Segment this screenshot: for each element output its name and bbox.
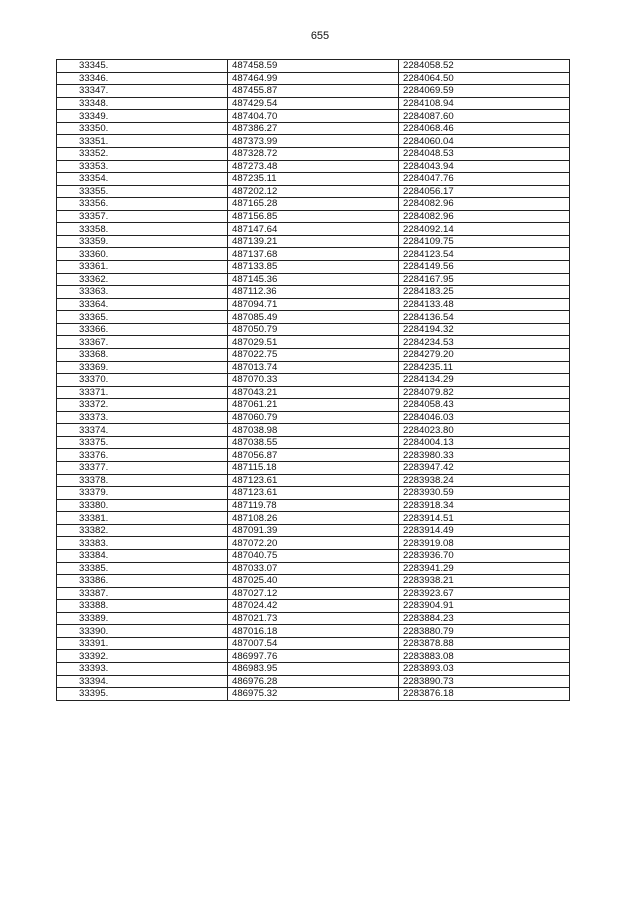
- table-row: [57, 549, 570, 562]
- y-coordinate-cell: 2283914.49: [399, 524, 570, 537]
- y-coordinate-cell: 2283918.34: [399, 499, 570, 512]
- x-coordinate-cell: 487091.39: [228, 524, 399, 537]
- point-number-cell: 33357.: [57, 210, 228, 223]
- x-coordinate-cell: 487119.78: [228, 499, 399, 512]
- point-number-cell: 33349.: [57, 110, 228, 123]
- table-row: [57, 688, 570, 701]
- x-coordinate-cell: 487050.79: [228, 323, 399, 336]
- table-row: [57, 261, 570, 274]
- x-coordinate-cell: 487202.12: [228, 185, 399, 198]
- x-coordinate-cell: 487024.42: [228, 600, 399, 613]
- point-number-cell: 33348.: [57, 97, 228, 110]
- x-coordinate-cell: 487145.36: [228, 273, 399, 286]
- point-number-cell: 33352.: [57, 147, 228, 160]
- y-coordinate-cell: 2284048.53: [399, 147, 570, 160]
- x-coordinate-cell: 487061.21: [228, 399, 399, 412]
- point-number-cell: 33356.: [57, 198, 228, 211]
- point-number-cell: 33375.: [57, 436, 228, 449]
- table-row: [57, 361, 570, 374]
- point-number-cell: 33353.: [57, 160, 228, 173]
- point-number-cell: 33346.: [57, 72, 228, 85]
- point-number-cell: 33383.: [57, 537, 228, 550]
- y-coordinate-cell: 2284279.20: [399, 348, 570, 361]
- x-coordinate-cell: 487386.27: [228, 122, 399, 135]
- y-coordinate-cell: 2284046.03: [399, 411, 570, 424]
- point-number-cell: 33384.: [57, 549, 228, 562]
- x-coordinate-cell: 487033.07: [228, 562, 399, 575]
- x-coordinate-cell: 486976.28: [228, 675, 399, 688]
- x-coordinate-cell: 487016.18: [228, 625, 399, 638]
- y-coordinate-cell: 2284194.32: [399, 323, 570, 336]
- x-coordinate-cell: 487137.68: [228, 248, 399, 261]
- x-coordinate-cell: 487038.55: [228, 436, 399, 449]
- x-coordinate-cell: 487060.79: [228, 411, 399, 424]
- y-coordinate-cell: 2284058.52: [399, 60, 570, 73]
- table-row: [57, 60, 570, 73]
- table-row: [57, 524, 570, 537]
- y-coordinate-cell: 2283947.42: [399, 462, 570, 475]
- x-coordinate-cell: 487022.75: [228, 348, 399, 361]
- x-coordinate-cell: 487094.71: [228, 298, 399, 311]
- x-coordinate-cell: 487085.49: [228, 311, 399, 324]
- x-coordinate-cell: 486975.32: [228, 688, 399, 701]
- point-number-cell: 33387.: [57, 587, 228, 600]
- point-number-cell: 33366.: [57, 323, 228, 336]
- y-coordinate-cell: 2284056.17: [399, 185, 570, 198]
- y-coordinate-cell: 2283930.59: [399, 487, 570, 500]
- y-coordinate-cell: 2284234.53: [399, 336, 570, 349]
- table-row: [57, 512, 570, 525]
- point-number-cell: 33380.: [57, 499, 228, 512]
- point-number-cell: 33394.: [57, 675, 228, 688]
- y-coordinate-cell: 2284058.43: [399, 399, 570, 412]
- point-number-cell: 33389.: [57, 612, 228, 625]
- point-number-cell: 33358.: [57, 223, 228, 236]
- x-coordinate-cell: 486983.95: [228, 663, 399, 676]
- x-coordinate-cell: 487043.21: [228, 386, 399, 399]
- y-coordinate-cell: 2284136.54: [399, 311, 570, 324]
- table-row: [57, 298, 570, 311]
- point-number-cell: 33370.: [57, 374, 228, 387]
- page-number: 655: [310, 30, 330, 42]
- x-coordinate-cell: 487072.20: [228, 537, 399, 550]
- y-coordinate-cell: 2284092.14: [399, 223, 570, 236]
- table-row: [57, 675, 570, 688]
- table-row: [57, 650, 570, 663]
- x-coordinate-cell: 487108.26: [228, 512, 399, 525]
- table-row: [57, 248, 570, 261]
- table-row: [57, 562, 570, 575]
- point-number-cell: 33371.: [57, 386, 228, 399]
- x-coordinate-cell: 487373.99: [228, 135, 399, 148]
- x-coordinate-cell: 487273.48: [228, 160, 399, 173]
- table-row: [57, 348, 570, 361]
- table-row: [57, 210, 570, 223]
- y-coordinate-cell: 2283938.21: [399, 575, 570, 588]
- x-coordinate-cell: 487029.51: [228, 336, 399, 349]
- point-number-cell: 33364.: [57, 298, 228, 311]
- y-coordinate-cell: 2283923.67: [399, 587, 570, 600]
- point-number-cell: 33393.: [57, 663, 228, 676]
- table-row: [57, 173, 570, 186]
- table-row: [57, 185, 570, 198]
- x-coordinate-cell: 487139.21: [228, 235, 399, 248]
- point-number-cell: 33359.: [57, 235, 228, 248]
- x-coordinate-cell: 487147.64: [228, 223, 399, 236]
- y-coordinate-cell: 2284149.56: [399, 261, 570, 274]
- table-row: [57, 223, 570, 236]
- x-coordinate-cell: 487156.85: [228, 210, 399, 223]
- point-number-cell: 33392.: [57, 650, 228, 663]
- x-coordinate-cell: 487123.61: [228, 474, 399, 487]
- y-coordinate-cell: 2284064.50: [399, 72, 570, 85]
- y-coordinate-cell: 2283884.23: [399, 612, 570, 625]
- y-coordinate-cell: 2284108.94: [399, 97, 570, 110]
- point-number-cell: 33355.: [57, 185, 228, 198]
- y-coordinate-cell: 2284133.48: [399, 298, 570, 311]
- point-number-cell: 33382.: [57, 524, 228, 537]
- table-row: [57, 374, 570, 387]
- point-number-cell: 33369.: [57, 361, 228, 374]
- y-coordinate-cell: 2284134.29: [399, 374, 570, 387]
- table-row: [57, 198, 570, 211]
- y-coordinate-cell: 2284109.75: [399, 235, 570, 248]
- table-row: [57, 110, 570, 123]
- x-coordinate-cell: 487328.72: [228, 147, 399, 160]
- point-number-cell: 33350.: [57, 122, 228, 135]
- y-coordinate-cell: 2284069.59: [399, 85, 570, 98]
- y-coordinate-cell: 2284060.04: [399, 135, 570, 148]
- x-coordinate-cell: 487027.12: [228, 587, 399, 600]
- point-number-cell: 33354.: [57, 173, 228, 186]
- point-number-cell: 33381.: [57, 512, 228, 525]
- table-row: [57, 487, 570, 500]
- y-coordinate-cell: 2284082.96: [399, 210, 570, 223]
- y-coordinate-cell: 2284123.54: [399, 248, 570, 261]
- x-coordinate-cell: 487040.75: [228, 549, 399, 562]
- coordinates-table: [56, 59, 570, 701]
- x-coordinate-cell: 487133.85: [228, 261, 399, 274]
- table-row: [57, 663, 570, 676]
- point-number-cell: 33360.: [57, 248, 228, 261]
- point-number-cell: 33347.: [57, 85, 228, 98]
- y-coordinate-cell: 2283941.29: [399, 562, 570, 575]
- point-number-cell: 33362.: [57, 273, 228, 286]
- y-coordinate-cell: 2283904.91: [399, 600, 570, 613]
- x-coordinate-cell: 487464.99: [228, 72, 399, 85]
- table-row: [57, 323, 570, 336]
- x-coordinate-cell: 487235.11: [228, 173, 399, 186]
- x-coordinate-cell: 487056.87: [228, 449, 399, 462]
- y-coordinate-cell: 2284087.60: [399, 110, 570, 123]
- y-coordinate-cell: 2284004.13: [399, 436, 570, 449]
- point-number-cell: 33373.: [57, 411, 228, 424]
- x-coordinate-cell: 487038.98: [228, 424, 399, 437]
- table-row: [57, 474, 570, 487]
- y-coordinate-cell: 2284043.94: [399, 160, 570, 173]
- table-row: [57, 424, 570, 437]
- table-row: [57, 273, 570, 286]
- y-coordinate-cell: 2284047.76: [399, 173, 570, 186]
- y-coordinate-cell: 2283936.70: [399, 549, 570, 562]
- y-coordinate-cell: 2284183.25: [399, 286, 570, 299]
- point-number-cell: 33390.: [57, 625, 228, 638]
- x-coordinate-cell: 487458.59: [228, 60, 399, 73]
- y-coordinate-cell: 2283883.08: [399, 650, 570, 663]
- table-row: [57, 600, 570, 613]
- x-coordinate-cell: 487404.70: [228, 110, 399, 123]
- point-number-cell: 33363.: [57, 286, 228, 299]
- table-row: [57, 72, 570, 85]
- table-row: [57, 537, 570, 550]
- point-number-cell: 33365.: [57, 311, 228, 324]
- point-number-cell: 33351.: [57, 135, 228, 148]
- table-row: [57, 135, 570, 148]
- y-coordinate-cell: 2283893.03: [399, 663, 570, 676]
- x-coordinate-cell: 487115.18: [228, 462, 399, 475]
- y-coordinate-cell: 2283876.18: [399, 688, 570, 701]
- table-row: [57, 625, 570, 638]
- table-row: [57, 336, 570, 349]
- point-number-cell: 33395.: [57, 688, 228, 701]
- point-number-cell: 33368.: [57, 348, 228, 361]
- y-coordinate-cell: 2284167.95: [399, 273, 570, 286]
- x-coordinate-cell: 487112.36: [228, 286, 399, 299]
- x-coordinate-cell: 486997.76: [228, 650, 399, 663]
- point-number-cell: 33374.: [57, 424, 228, 437]
- table-row: [57, 147, 570, 160]
- table-row: [57, 160, 570, 173]
- table-row: [57, 499, 570, 512]
- table-row: [57, 587, 570, 600]
- point-number-cell: 33388.: [57, 600, 228, 613]
- point-number-cell: 33377.: [57, 462, 228, 475]
- table-row: [57, 399, 570, 412]
- x-coordinate-cell: 487455.87: [228, 85, 399, 98]
- x-coordinate-cell: 487123.61: [228, 487, 399, 500]
- x-coordinate-cell: 487007.54: [228, 637, 399, 650]
- coordinates-table-body: [57, 60, 570, 701]
- point-number-cell: 33386.: [57, 575, 228, 588]
- table-row: [57, 449, 570, 462]
- point-number-cell: 33367.: [57, 336, 228, 349]
- y-coordinate-cell: 2283880.79: [399, 625, 570, 638]
- y-coordinate-cell: 2283878.88: [399, 637, 570, 650]
- table-row: [57, 411, 570, 424]
- table-row: [57, 85, 570, 98]
- y-coordinate-cell: 2284235.11: [399, 361, 570, 374]
- table-row: [57, 436, 570, 449]
- y-coordinate-cell: 2283914.51: [399, 512, 570, 525]
- x-coordinate-cell: 487021.73: [228, 612, 399, 625]
- y-coordinate-cell: 2283890.73: [399, 675, 570, 688]
- point-number-cell: 33345.: [57, 60, 228, 73]
- table-row: [57, 462, 570, 475]
- table-row: [57, 311, 570, 324]
- x-coordinate-cell: 487013.74: [228, 361, 399, 374]
- y-coordinate-cell: 2284082.96: [399, 198, 570, 211]
- y-coordinate-cell: 2284068.46: [399, 122, 570, 135]
- x-coordinate-cell: 487429.54: [228, 97, 399, 110]
- x-coordinate-cell: 487070.33: [228, 374, 399, 387]
- table-row: [57, 122, 570, 135]
- point-number-cell: 33361.: [57, 261, 228, 274]
- point-number-cell: 33385.: [57, 562, 228, 575]
- table-row: [57, 575, 570, 588]
- table-row: [57, 286, 570, 299]
- table-row: [57, 637, 570, 650]
- table-row: [57, 235, 570, 248]
- y-coordinate-cell: 2283980.33: [399, 449, 570, 462]
- table-row: [57, 97, 570, 110]
- y-coordinate-cell: 2283938.24: [399, 474, 570, 487]
- point-number-cell: 33372.: [57, 399, 228, 412]
- table-row: [57, 612, 570, 625]
- point-number-cell: 33391.: [57, 637, 228, 650]
- point-number-cell: 33378.: [57, 474, 228, 487]
- x-coordinate-cell: 487025.40: [228, 575, 399, 588]
- x-coordinate-cell: 487165.28: [228, 198, 399, 211]
- point-number-cell: 33376.: [57, 449, 228, 462]
- y-coordinate-cell: 2284079.82: [399, 386, 570, 399]
- point-number-cell: 33379.: [57, 487, 228, 500]
- table-row: [57, 386, 570, 399]
- y-coordinate-cell: 2283919.08: [399, 537, 570, 550]
- y-coordinate-cell: 2284023.80: [399, 424, 570, 437]
